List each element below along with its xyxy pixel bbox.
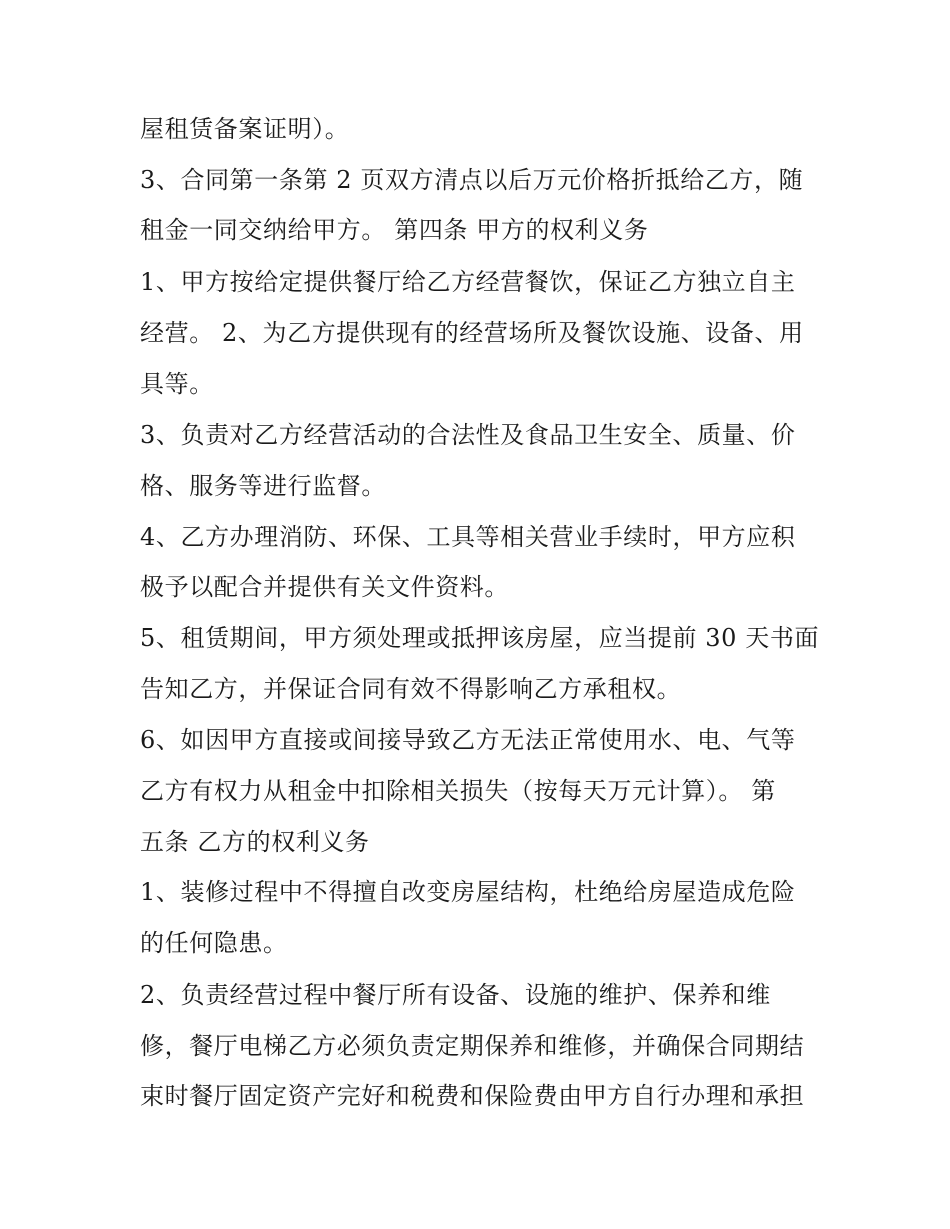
text-line: 格、服务等进行监督。 (140, 472, 386, 500)
text-line: 租金一同交纳给甲方。 第四条 甲方的权利义务 (140, 216, 649, 244)
text-line: 极予以配合并提供有关文件资料。 (140, 573, 509, 601)
text-line: 2、负责经营过程中餐厅所有设备、设施的维护、保养和维 (140, 981, 771, 1009)
text-line: 6、如因甲方直接或间接导致乙方无法正常使用水、电、气等 (140, 726, 796, 754)
text-line: 5、租赁期间，甲方须处理或抵押该房屋，应当提前 30 天书面 (140, 624, 820, 652)
text-line: 4、乙方办理消防、环保、工具等相关营业手续时，甲方应积 (140, 523, 796, 551)
text-line: 束时餐厅固定资产完好和税费和保险费由甲方自行办理和承担 (140, 1082, 805, 1110)
text-line: 屋租赁备案证明）。 (140, 115, 350, 143)
text-line: 乙方有权力从租金中扣除相关损失（按每天万元计算）。 第 (140, 777, 776, 805)
text-line: 五条 乙方的权利义务 (140, 828, 370, 856)
text-line: 具等。 (140, 370, 214, 398)
text-line: 1、甲方按给定提供餐厅给乙方经营餐饮，保证乙方独立自主 (140, 268, 796, 296)
text-line: 的任何隐患。 (140, 929, 288, 957)
text-line: 告知乙方，并保证合同有效不得影响乙方承租权。 (140, 675, 682, 703)
text-line: 1、装修过程中不得擅自改变房屋结构，杜绝给房屋造成危险 (140, 878, 796, 906)
text-line: 经营。 2、为乙方提供现有的经营场所及餐饮设施、设备、用 (140, 319, 804, 347)
text-line: 修，餐厅电梯乙方必须负责定期保养和维修，并确保合同期结 (140, 1032, 805, 1060)
text-line: 3、负责对乙方经营活动的合法性及食品卫生安全、质量、价 (140, 421, 796, 449)
text-line: 3、合同第一条第 2 页双方清点以后万元价格折抵给乙方，随 (140, 166, 804, 194)
